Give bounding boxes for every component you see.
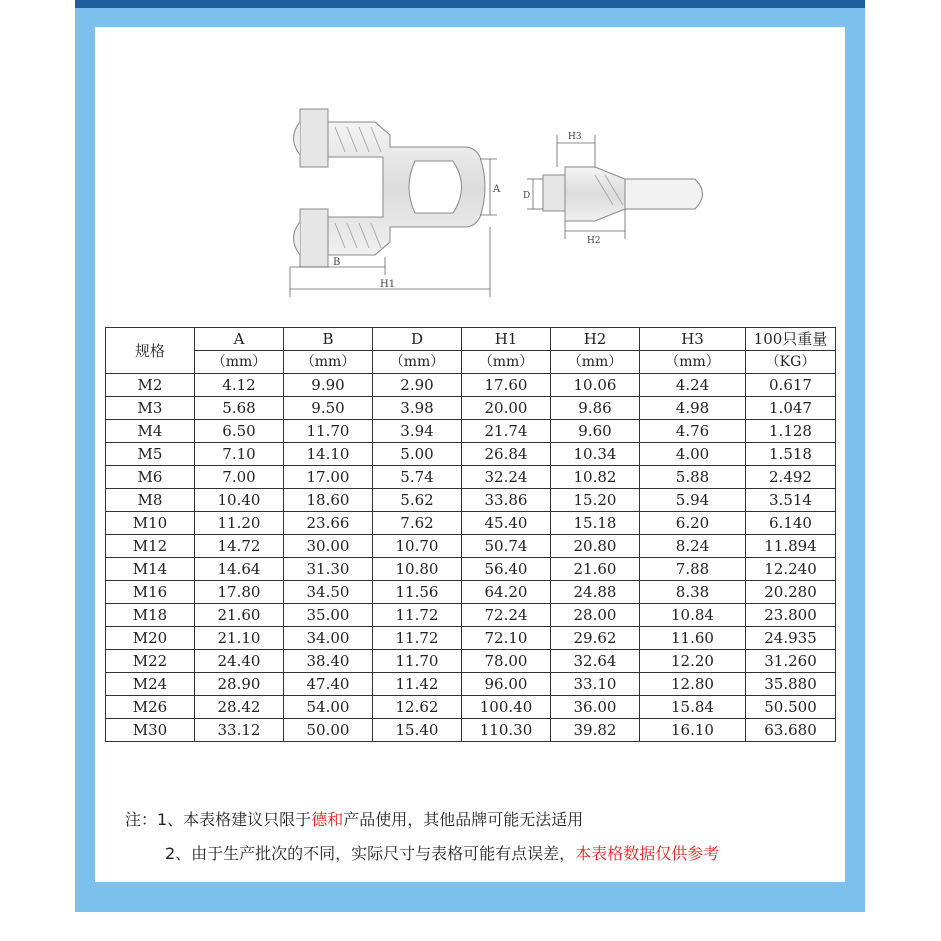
value-cell: 4.12	[195, 374, 284, 397]
value-cell: 21.60	[551, 558, 640, 581]
value-cell: 12.20	[640, 650, 746, 673]
table-row	[106, 420, 836, 443]
value-cell: 28.90	[195, 673, 284, 696]
table-row	[106, 558, 836, 581]
spec-cell: M12	[106, 535, 195, 558]
value-cell: 33.86	[462, 489, 551, 512]
unit-h3: （mm）	[640, 351, 746, 374]
value-cell: 47.40	[284, 673, 373, 696]
value-cell: 12.240	[746, 558, 836, 581]
value-cell: 36.00	[551, 696, 640, 719]
value-cell: 1.047	[746, 397, 836, 420]
value-cell: 10.06	[551, 374, 640, 397]
value-cell: 26.84	[462, 443, 551, 466]
value-cell: 20.80	[551, 535, 640, 558]
header-col-a: A	[195, 328, 284, 351]
value-cell: 28.42	[195, 696, 284, 719]
spec-cell: M18	[106, 604, 195, 627]
value-cell: 100.40	[462, 696, 551, 719]
value-cell: 7.10	[195, 443, 284, 466]
value-cell: 17.60	[462, 374, 551, 397]
spec-table-body	[106, 374, 836, 742]
table-row	[106, 489, 836, 512]
header-col-b: B	[284, 328, 373, 351]
value-cell: 110.30	[462, 719, 551, 742]
value-cell: 4.00	[640, 443, 746, 466]
value-cell: 33.10	[551, 673, 640, 696]
label-h2: H2	[587, 236, 601, 246]
header-spec: 规格	[106, 328, 195, 374]
value-cell: 15.20	[551, 489, 640, 512]
value-cell: 11.20	[195, 512, 284, 535]
value-cell: 54.00	[284, 696, 373, 719]
value-cell: 4.76	[640, 420, 746, 443]
value-cell: 7.88	[640, 558, 746, 581]
blue-frame	[75, 0, 865, 912]
header-col-h2: H2	[551, 328, 640, 351]
label-h1: H1	[380, 279, 396, 290]
table-row	[106, 627, 836, 650]
value-cell: 21.60	[195, 604, 284, 627]
value-cell: 10.34	[551, 443, 640, 466]
value-cell: 72.24	[462, 604, 551, 627]
header-row-units	[106, 351, 836, 374]
value-cell: 2.492	[746, 466, 836, 489]
value-cell: 6.20	[640, 512, 746, 535]
value-cell: 5.62	[373, 489, 462, 512]
value-cell: 9.86	[551, 397, 640, 420]
header-row-labels	[106, 328, 836, 351]
spec-cell: M2	[106, 374, 195, 397]
value-cell: 78.00	[462, 650, 551, 673]
label-h3: H3	[568, 132, 582, 142]
table-row	[106, 719, 836, 742]
spec-cell: M8	[106, 489, 195, 512]
unit-b: （mm）	[284, 351, 373, 374]
table-row	[106, 443, 836, 466]
value-cell: 72.10	[462, 627, 551, 650]
value-cell: 3.94	[373, 420, 462, 443]
spec-cell: M22	[106, 650, 195, 673]
spec-cell: M24	[106, 673, 195, 696]
value-cell: 11.56	[373, 581, 462, 604]
table-row	[106, 512, 836, 535]
value-cell: 29.62	[551, 627, 640, 650]
value-cell: 18.60	[284, 489, 373, 512]
value-cell: 4.24	[640, 374, 746, 397]
value-cell: 5.68	[195, 397, 284, 420]
table-row	[106, 673, 836, 696]
value-cell: 11.70	[284, 420, 373, 443]
value-cell: 11.42	[373, 673, 462, 696]
value-cell: 8.38	[640, 581, 746, 604]
label-b: B	[333, 257, 341, 268]
header-col-h1: H1	[462, 328, 551, 351]
value-cell: 24.40	[195, 650, 284, 673]
unit-a: （mm）	[195, 351, 284, 374]
frame-top-bar	[75, 0, 865, 8]
value-cell: 23.66	[284, 512, 373, 535]
value-cell: 50.74	[462, 535, 551, 558]
wire-clip-drawing	[275, 97, 715, 307]
value-cell: 33.12	[195, 719, 284, 742]
value-cell: 5.88	[640, 466, 746, 489]
table-row	[106, 696, 836, 719]
value-cell: 31.260	[746, 650, 836, 673]
value-cell: 8.24	[640, 535, 746, 558]
value-cell: 17.80	[195, 581, 284, 604]
label-d: D	[523, 191, 531, 201]
value-cell: 34.50	[284, 581, 373, 604]
spec-cell: M20	[106, 627, 195, 650]
value-cell: 6.140	[746, 512, 836, 535]
value-cell: 2.90	[373, 374, 462, 397]
spec-cell: M10	[106, 512, 195, 535]
value-cell: 9.50	[284, 397, 373, 420]
value-cell: 32.24	[462, 466, 551, 489]
value-cell: 12.62	[373, 696, 462, 719]
value-cell: 45.40	[462, 512, 551, 535]
table-row	[106, 397, 836, 420]
value-cell: 50.00	[284, 719, 373, 742]
notes	[125, 807, 825, 875]
value-cell: 24.88	[551, 581, 640, 604]
value-cell: 21.10	[195, 627, 284, 650]
value-cell: 39.82	[551, 719, 640, 742]
value-cell: 30.00	[284, 535, 373, 558]
value-cell: 64.20	[462, 581, 551, 604]
table-row	[106, 581, 836, 604]
table-row	[106, 650, 836, 673]
value-cell: 20.280	[746, 581, 836, 604]
value-cell: 23.800	[746, 604, 836, 627]
value-cell: 14.10	[284, 443, 373, 466]
table-row	[106, 466, 836, 489]
value-cell: 12.80	[640, 673, 746, 696]
value-cell: 5.94	[640, 489, 746, 512]
value-cell: 34.00	[284, 627, 373, 650]
note-2-prefix: 2、由于生产批次的不同，实际尺寸与表格可能有点误差，	[165, 844, 576, 863]
value-cell: 0.617	[746, 374, 836, 397]
header-col-h3: H3	[640, 328, 746, 351]
value-cell: 56.40	[462, 558, 551, 581]
value-cell: 14.72	[195, 535, 284, 558]
value-cell: 20.00	[462, 397, 551, 420]
spec-cell: M30	[106, 719, 195, 742]
value-cell: 15.40	[373, 719, 462, 742]
side-view	[543, 167, 703, 221]
spec-cell: M14	[106, 558, 195, 581]
value-cell: 21.74	[462, 420, 551, 443]
value-cell: 7.62	[373, 512, 462, 535]
value-cell: 11.72	[373, 627, 462, 650]
value-cell: 5.74	[373, 466, 462, 489]
note-1-suffix: 产品使用，其他品牌可能无法适用	[343, 810, 584, 829]
note-line-1	[125, 807, 825, 841]
value-cell: 9.90	[284, 374, 373, 397]
value-cell: 35.00	[284, 604, 373, 627]
value-cell: 4.98	[640, 397, 746, 420]
value-cell: 9.60	[551, 420, 640, 443]
value-cell: 1.128	[746, 420, 836, 443]
table-row	[106, 604, 836, 627]
spec-cell: M6	[106, 466, 195, 489]
value-cell: 10.84	[640, 604, 746, 627]
value-cell: 11.60	[640, 627, 746, 650]
value-cell: 3.98	[373, 397, 462, 420]
value-cell: 15.18	[551, 512, 640, 535]
value-cell: 63.680	[746, 719, 836, 742]
spec-cell: M4	[106, 420, 195, 443]
value-cell: 28.00	[551, 604, 640, 627]
value-cell: 1.518	[746, 443, 836, 466]
value-cell: 14.64	[195, 558, 284, 581]
table-row	[106, 535, 836, 558]
note-1-prefix: 注：1、本表格建议只限于	[125, 810, 312, 829]
content-panel	[95, 27, 845, 882]
value-cell: 15.84	[640, 696, 746, 719]
unit-h2: （mm）	[551, 351, 640, 374]
value-cell: 10.82	[551, 466, 640, 489]
label-a: A	[493, 184, 501, 195]
spec-cell: M16	[106, 581, 195, 604]
value-cell: 11.894	[746, 535, 836, 558]
value-cell: 11.72	[373, 604, 462, 627]
value-cell: 16.10	[640, 719, 746, 742]
value-cell: 10.80	[373, 558, 462, 581]
note-2-highlight: 本表格数据仅供参考	[575, 844, 720, 863]
value-cell: 31.30	[284, 558, 373, 581]
front-view	[294, 109, 486, 267]
note-line-2	[125, 841, 825, 875]
value-cell: 7.00	[195, 466, 284, 489]
value-cell: 35.880	[746, 673, 836, 696]
unit-d: （mm）	[373, 351, 462, 374]
header-col-weight: 100只重量	[746, 328, 836, 351]
unit-weight: （KG）	[746, 351, 836, 374]
value-cell: 10.40	[195, 489, 284, 512]
value-cell: 17.00	[284, 466, 373, 489]
value-cell: 3.514	[746, 489, 836, 512]
header-col-d: D	[373, 328, 462, 351]
value-cell: 5.00	[373, 443, 462, 466]
value-cell: 6.50	[195, 420, 284, 443]
value-cell: 38.40	[284, 650, 373, 673]
table-row	[106, 374, 836, 397]
spec-cell: M26	[106, 696, 195, 719]
value-cell: 96.00	[462, 673, 551, 696]
spec-cell: M3	[106, 397, 195, 420]
value-cell: 11.70	[373, 650, 462, 673]
unit-h1: （mm）	[462, 351, 551, 374]
note-1-brand: 德和	[311, 810, 344, 829]
value-cell: 50.500	[746, 696, 836, 719]
spec-table	[105, 327, 836, 742]
spec-cell: M5	[106, 443, 195, 466]
value-cell: 24.935	[746, 627, 836, 650]
value-cell: 10.70	[373, 535, 462, 558]
value-cell: 32.64	[551, 650, 640, 673]
